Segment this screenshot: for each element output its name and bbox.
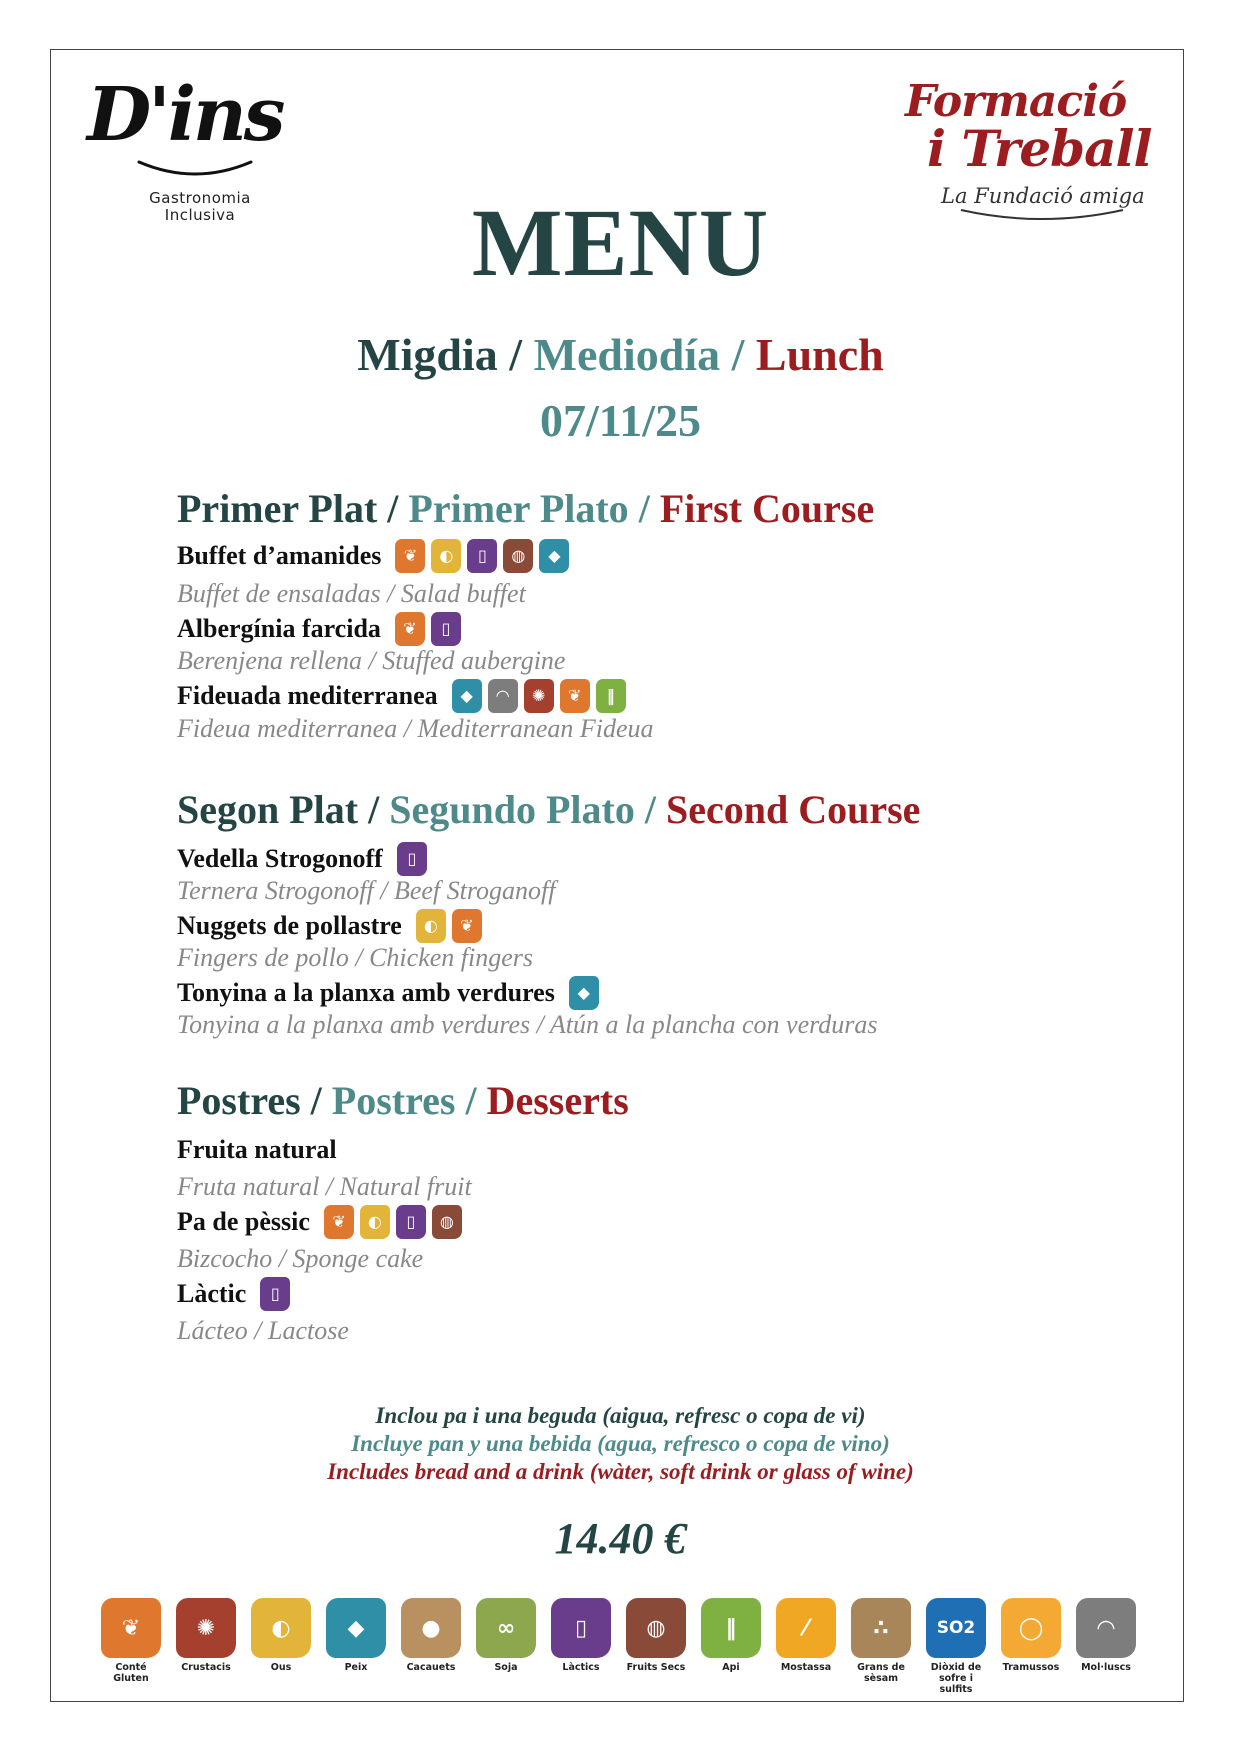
legend-label: Fruits Secs bbox=[626, 1662, 686, 1673]
legend-label: Tramussos bbox=[1002, 1662, 1060, 1673]
course-heading-desserts: Postres / Postres / Desserts bbox=[177, 1078, 629, 1123]
legend-item bbox=[546, 1598, 616, 1673]
fit-logo-tagline: La Fundació amiga bbox=[941, 184, 1145, 208]
fit-logo-line2: i Treball bbox=[927, 119, 1152, 178]
dairy-icon: ▯ bbox=[260, 1277, 290, 1311]
dairy-icon: ▯ bbox=[396, 1205, 426, 1239]
fish-icon: ◆ bbox=[326, 1598, 386, 1658]
legend-label: Mol·luscs bbox=[1081, 1662, 1131, 1673]
menu-date: 07/11/25 bbox=[539, 395, 702, 446]
legend-label: Grans de sèsam bbox=[857, 1662, 905, 1684]
dairy-icon: ▯ bbox=[551, 1598, 611, 1658]
includes-note-es: Incluye pan y una bebida (agua, refresco o copa de vino) bbox=[351, 1431, 890, 1456]
legend-item bbox=[321, 1598, 391, 1673]
dish-translation: Buffet de ensaladas / Salad buffet bbox=[177, 579, 526, 608]
egg-icon: ◐ bbox=[360, 1205, 390, 1239]
dish-item: Fideuada mediterranea ◆ ◠ ✺ ❦ ‖ bbox=[177, 679, 626, 713]
legend-label: Soja bbox=[494, 1662, 518, 1673]
dish-item: Pa de pèssic ❦ ◐ ▯ ◍ bbox=[177, 1205, 462, 1239]
lupin-icon: ◯ bbox=[1001, 1598, 1061, 1658]
dins-logo-wordmark: D'ins bbox=[87, 72, 283, 158]
legend-item bbox=[246, 1598, 316, 1673]
gluten-icon: ❦ bbox=[395, 612, 425, 646]
gluten-icon: ❦ bbox=[560, 679, 590, 713]
soy-icon: ∞ bbox=[476, 1598, 536, 1658]
gluten-icon: ❦ bbox=[101, 1598, 161, 1658]
crustacean-icon: ✺ bbox=[176, 1598, 236, 1658]
legend-item bbox=[996, 1598, 1066, 1673]
legend-item bbox=[96, 1598, 166, 1684]
fish-icon: ◆ bbox=[452, 679, 482, 713]
legend-label: Cacauets bbox=[406, 1662, 456, 1673]
egg-icon: ◐ bbox=[416, 909, 446, 943]
dish-item: Albergínia farcida ❦ ▯ bbox=[177, 612, 461, 646]
sesame-icon: ∴ bbox=[851, 1598, 911, 1658]
dairy-icon: ▯ bbox=[397, 842, 427, 876]
dish-translation: Berenjena rellena / Stuffed aubergine bbox=[177, 646, 566, 675]
legend-item bbox=[696, 1598, 766, 1673]
celery-icon: ‖ bbox=[596, 679, 626, 713]
legend-item bbox=[846, 1598, 916, 1684]
dairy-icon: ▯ bbox=[467, 539, 497, 573]
legend-label: Làctics bbox=[562, 1662, 600, 1673]
dairy-icon: ▯ bbox=[431, 612, 461, 646]
dish-translation: Ternera Strogonoff / Beef Stroganoff bbox=[177, 876, 556, 905]
nuts-icon: ◍ bbox=[503, 539, 533, 573]
dish-translation: Lácteo / Lactose bbox=[177, 1316, 349, 1345]
nuts-icon: ◍ bbox=[432, 1205, 462, 1239]
crustacean-icon: ✺ bbox=[524, 679, 554, 713]
dish-item: Buffet d’amanides ❦ ◐ ▯ ◍ ◆ bbox=[177, 539, 569, 573]
dish-translation: Fingers de pollo / Chicken fingers bbox=[177, 943, 534, 972]
dish-item: Vedella Strogonoff ▯ bbox=[177, 842, 427, 876]
legend-item bbox=[771, 1598, 841, 1673]
menu-price: 14.40 € bbox=[554, 1514, 687, 1563]
legend-label: Mostassa bbox=[780, 1662, 832, 1673]
legend-item bbox=[171, 1598, 241, 1673]
includes-note-ca: Inclou pa i una beguda (aigua, refresc o copa de vi) bbox=[375, 1403, 866, 1428]
dish-item: Tonyina a la planxa amb verdures ◆ bbox=[177, 976, 599, 1010]
legend-item bbox=[471, 1598, 541, 1673]
legend-label: Api bbox=[722, 1662, 740, 1673]
mollusc-icon: ◠ bbox=[488, 679, 518, 713]
legend-item bbox=[396, 1598, 466, 1673]
allergen-legend bbox=[96, 1598, 1146, 1698]
dish-translation: Fruta natural / Natural fruit bbox=[177, 1172, 472, 1201]
dish-translation: Bizcocho / Sponge cake bbox=[177, 1244, 424, 1273]
includes-note-en: Includes bread and a drink (wàter, soft drink or glass of wine) bbox=[327, 1459, 914, 1484]
meal-subtitle: Migdia / Mediodía / Lunch bbox=[357, 329, 884, 380]
egg-icon: ◐ bbox=[251, 1598, 311, 1658]
dish-item: Nuggets de pollastre ◐ ❦ bbox=[177, 909, 482, 943]
dish-item: Làctic ▯ bbox=[177, 1277, 290, 1311]
page-title: MENU bbox=[471, 189, 770, 296]
fit-logo-line1: Formació bbox=[905, 76, 1127, 127]
course-heading-first: Primer Plat / Primer Plato / First Course bbox=[177, 486, 875, 531]
dish-item: Fruita natural bbox=[177, 1135, 337, 1164]
egg-icon: ◐ bbox=[431, 539, 461, 573]
gluten-icon: ❦ bbox=[324, 1205, 354, 1239]
gluten-icon: ❦ bbox=[452, 909, 482, 943]
fish-icon: ◆ bbox=[539, 539, 569, 573]
legend-item bbox=[621, 1598, 691, 1673]
legend-label: Peix bbox=[344, 1662, 368, 1673]
legend-item bbox=[921, 1598, 991, 1695]
legend-label: Ous bbox=[270, 1662, 292, 1673]
gluten-icon: ❦ bbox=[395, 539, 425, 573]
nuts-icon: ◍ bbox=[626, 1598, 686, 1658]
legend-label: Crustacis bbox=[181, 1662, 231, 1673]
legend-label: Diòxid de sofre i sulfits bbox=[930, 1662, 982, 1695]
course-heading-second: Segon Plat / Segundo Plato / Second Course bbox=[177, 787, 921, 832]
dish-translation: Fideua mediterranea / Mediterranean Fideua bbox=[177, 714, 654, 743]
mustard-icon: ⁄ bbox=[776, 1598, 836, 1658]
fish-icon: ◆ bbox=[569, 976, 599, 1010]
sulphite-icon: SO2 bbox=[926, 1598, 986, 1658]
dins-logo-subtitle: Gastronomia Inclusiva bbox=[149, 189, 251, 224]
peanut-icon: ● bbox=[401, 1598, 461, 1658]
celery-icon: ‖ bbox=[701, 1598, 761, 1658]
legend-item bbox=[1071, 1598, 1141, 1673]
mollusc-icon: ◠ bbox=[1076, 1598, 1136, 1658]
dish-translation: Tonyina a la planxa amb verdures / Atún a la plancha con verduras bbox=[177, 1010, 878, 1039]
dins-logo-swoosh bbox=[135, 156, 255, 186]
legend-label: Conté Gluten bbox=[113, 1662, 149, 1684]
